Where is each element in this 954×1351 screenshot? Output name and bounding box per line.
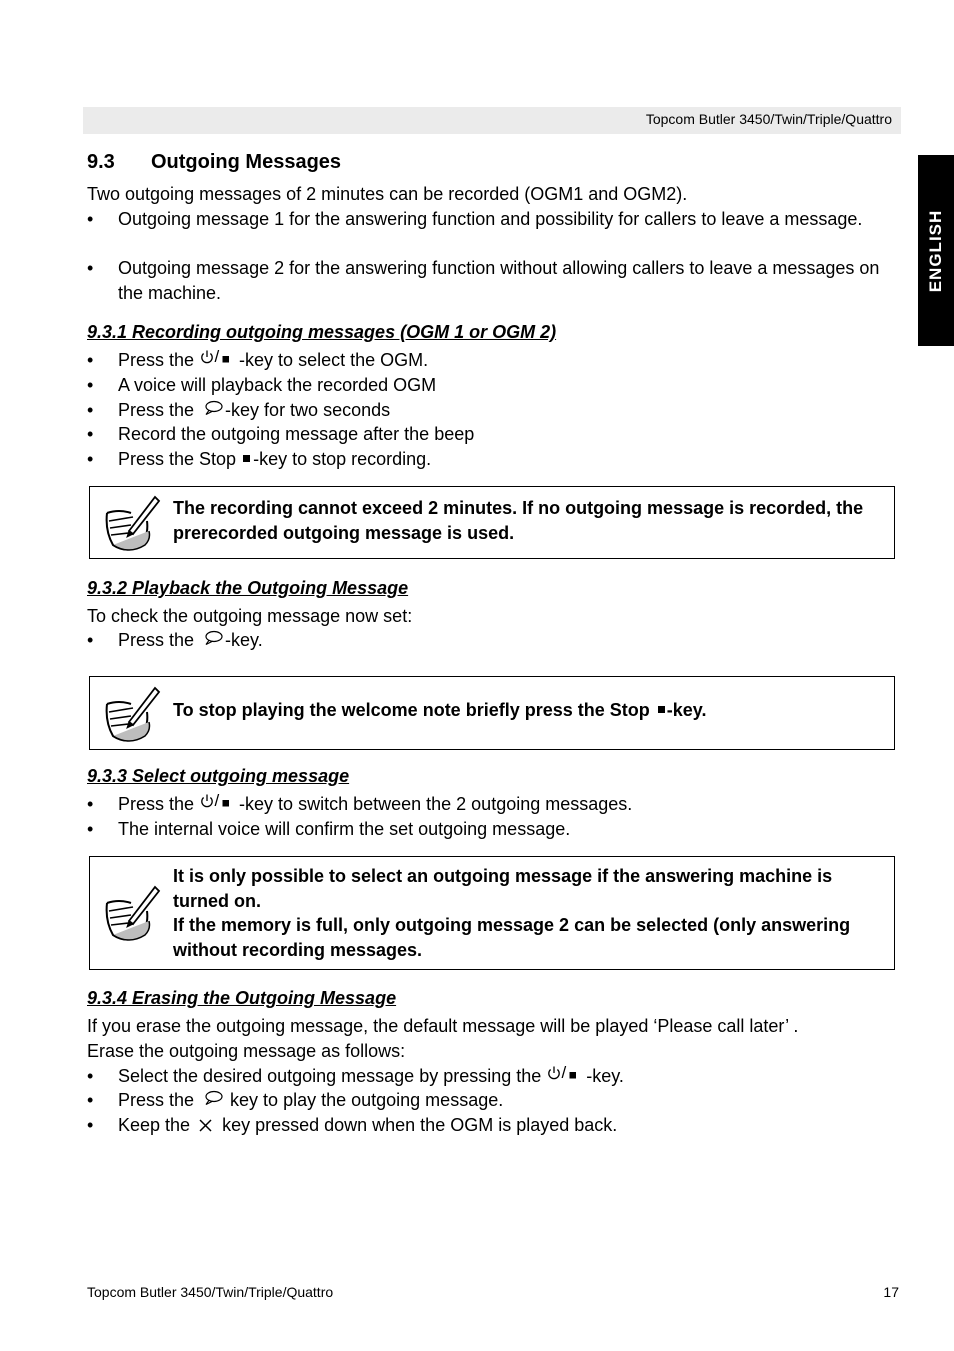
play-speech-bubble-icon — [199, 397, 225, 424]
section-number: 9.3 — [87, 151, 115, 173]
list-item: • Press the -key for two seconds — [87, 398, 887, 425]
section-title: Outgoing Messages — [151, 151, 342, 173]
paragraph: To check the outgoing message now set: — [87, 606, 413, 626]
stop-square-icon — [241, 446, 253, 473]
list-item: • Press the Stop -key to stop recording. — [87, 447, 887, 474]
subsection-heading-9-3-2: 9.3.2 Playback the Outgoing Message — [87, 578, 409, 598]
power-stop-key-icon — [199, 791, 239, 818]
note-box — [89, 486, 895, 559]
note-line: If the memory is full, only outgoing message 2 can be selected (only answering without recording messages. — [173, 915, 851, 960]
list-item: • The internal voice will confirm the set outgoing message. — [87, 819, 571, 839]
note-box — [89, 676, 895, 750]
svg-text:/: / — [214, 347, 220, 366]
play-speech-bubble-icon — [199, 627, 225, 654]
language-side-tab — [918, 155, 954, 346]
list-item: • Press the / -key to select the OGM. — [87, 348, 887, 375]
note-text: To stop playing the welcome note briefly press the Stop -key. — [173, 698, 882, 725]
note-text: The recording cannot exceed 2 minutes. If no outgoing message is recorded, the prerecorded outgoing message is used. — [173, 498, 864, 543]
svg-text:/: / — [561, 1063, 567, 1082]
list-item: • Press the / -key to switch between the 2 outgoing messages. — [87, 792, 887, 819]
list-item: • Press the -key. — [87, 628, 887, 655]
note-box — [89, 856, 895, 970]
subsection-heading-9-3-1: 9.3.1 Recording outgoing messages (OGM 1 or OGM 2) — [87, 322, 557, 342]
note-text — [173, 864, 882, 962]
erase-x-icon — [195, 1112, 217, 1139]
subsection-heading-9-3-3: 9.3.3 Select outgoing message — [87, 766, 350, 786]
note-line: It is only possible to select an outgoing message if the answering machine is turned on. — [173, 866, 833, 911]
list-item: • Keep the key pressed down when the OGM is played back. — [87, 1113, 887, 1140]
section-heading — [87, 151, 341, 174]
play-speech-bubble-icon — [199, 1087, 225, 1114]
power-stop-key-icon — [546, 1063, 586, 1090]
list-item: • Press the key to play the outgoing message. — [87, 1088, 887, 1115]
pencil-note-icon — [99, 491, 163, 555]
section-intro: Two outgoing messages of 2 minutes can be recorded (OGM1 and OGM2). — [87, 184, 688, 204]
list-item: • Select the desired outgoing message by pressing the / -key. — [87, 1064, 887, 1091]
subsection-heading-9-3-4: 9.3.4 Erasing the Outgoing Message — [87, 988, 397, 1008]
stop-square-icon — [655, 697, 667, 724]
paragraph: If you erase the outgoing message, the default message will be played ‘Please call later’ . — [87, 1016, 799, 1036]
power-stop-key-icon — [199, 347, 239, 374]
page-number: 17 — [883, 1284, 899, 1300]
pencil-note-icon — [99, 881, 163, 945]
list-item: • Record the outgoing message after the beep — [87, 424, 475, 444]
paragraph: Erase the outgoing message as follows: — [87, 1041, 406, 1061]
list-item: • A voice will playback the recorded OGM — [87, 375, 437, 395]
running-header — [83, 107, 901, 134]
header-product-name: Topcom Butler 3450/Twin/Triple/Quattro — [645, 111, 892, 127]
list-item: • Outgoing message 1 for the answering function and possibility for callers to leave a message. — [87, 209, 863, 229]
language-tab-label: ENGLISH — [926, 209, 945, 292]
footer-product-name: Topcom Butler 3450/Twin/Triple/Quattro — [87, 1284, 334, 1300]
list-item: • Outgoing message 2 for the answering function without allowing callers to leave a messages on the machine. — [87, 258, 880, 303]
svg-text:/: / — [214, 791, 220, 810]
pencil-note-icon — [99, 682, 163, 746]
